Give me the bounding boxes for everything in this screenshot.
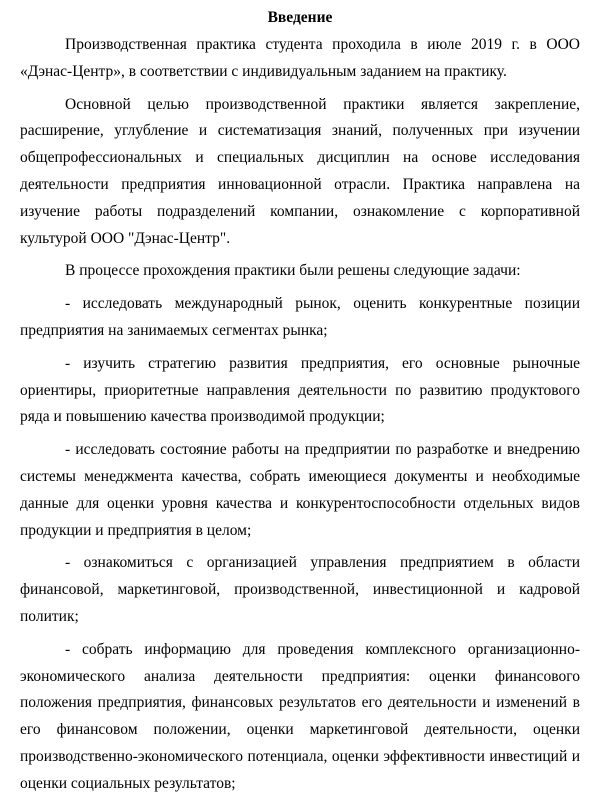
task-item-market: - исследовать международный рынок, оценить конкурентные позиции предприятия на занимаемых сегментах рынка; [20, 295, 580, 339]
paragraph-goal: Основной целью производственной практики является закрепление, расширение, углубление и систематизация знаний, полученных при изучении общепрофессиональных и специальных дисциплин на основе исследования деятельности предприятия инновационной отрасли. Практика направлена на изучение работы подразделений компании, ознакомление с корпоративной культурой ООО "Дэнас-Центр". [20, 95, 580, 247]
task-item-management: - ознакомиться с организацией управления предприятием в области финансовой, маркетинговой, производственной, инвестиционной и кадровой политик; [20, 554, 580, 625]
page-title: Введение [267, 9, 333, 26]
paragraph-tasks-heading: В процессе прохождения практики были решены следующие задачи: [65, 262, 521, 280]
task-item-strategy: - изучить стратегию развития предприятия, его основные рыночные ориентиры, приоритетные направления деятельности по развитию продуктового ряда и повышению качества производимой продукции; [20, 354, 580, 426]
task-item-analysis: - собрать информацию для проведения комплексного организационно-экономического анализа деятельности предприятия: оценки финансового положения предприятия, финансовых результатов его деятельности и изменений в его финансовом положении, оценки маркетинговой деятельности, оценки производственно-экономического потенциала, оценки эффективности инвестиций и оценки социальных результатов; [20, 640, 580, 792]
paragraph-intro: Производственная практика студента проходила в июле 2019 г. в ООО «Дэнас-Центр», в соответствии с индивидуальным заданием на практику. [20, 36, 580, 80]
document-page [20, 8, 580, 804]
task-item-quality: - исследовать состояние работы на предприятии по разработке и внедрению системы менеджмента качества, собрать имеющиеся документы и необходимые данные для оценки уровня качества и конкурентоспособности отдельных видов продукции и предприятия в целом; [20, 441, 580, 539]
